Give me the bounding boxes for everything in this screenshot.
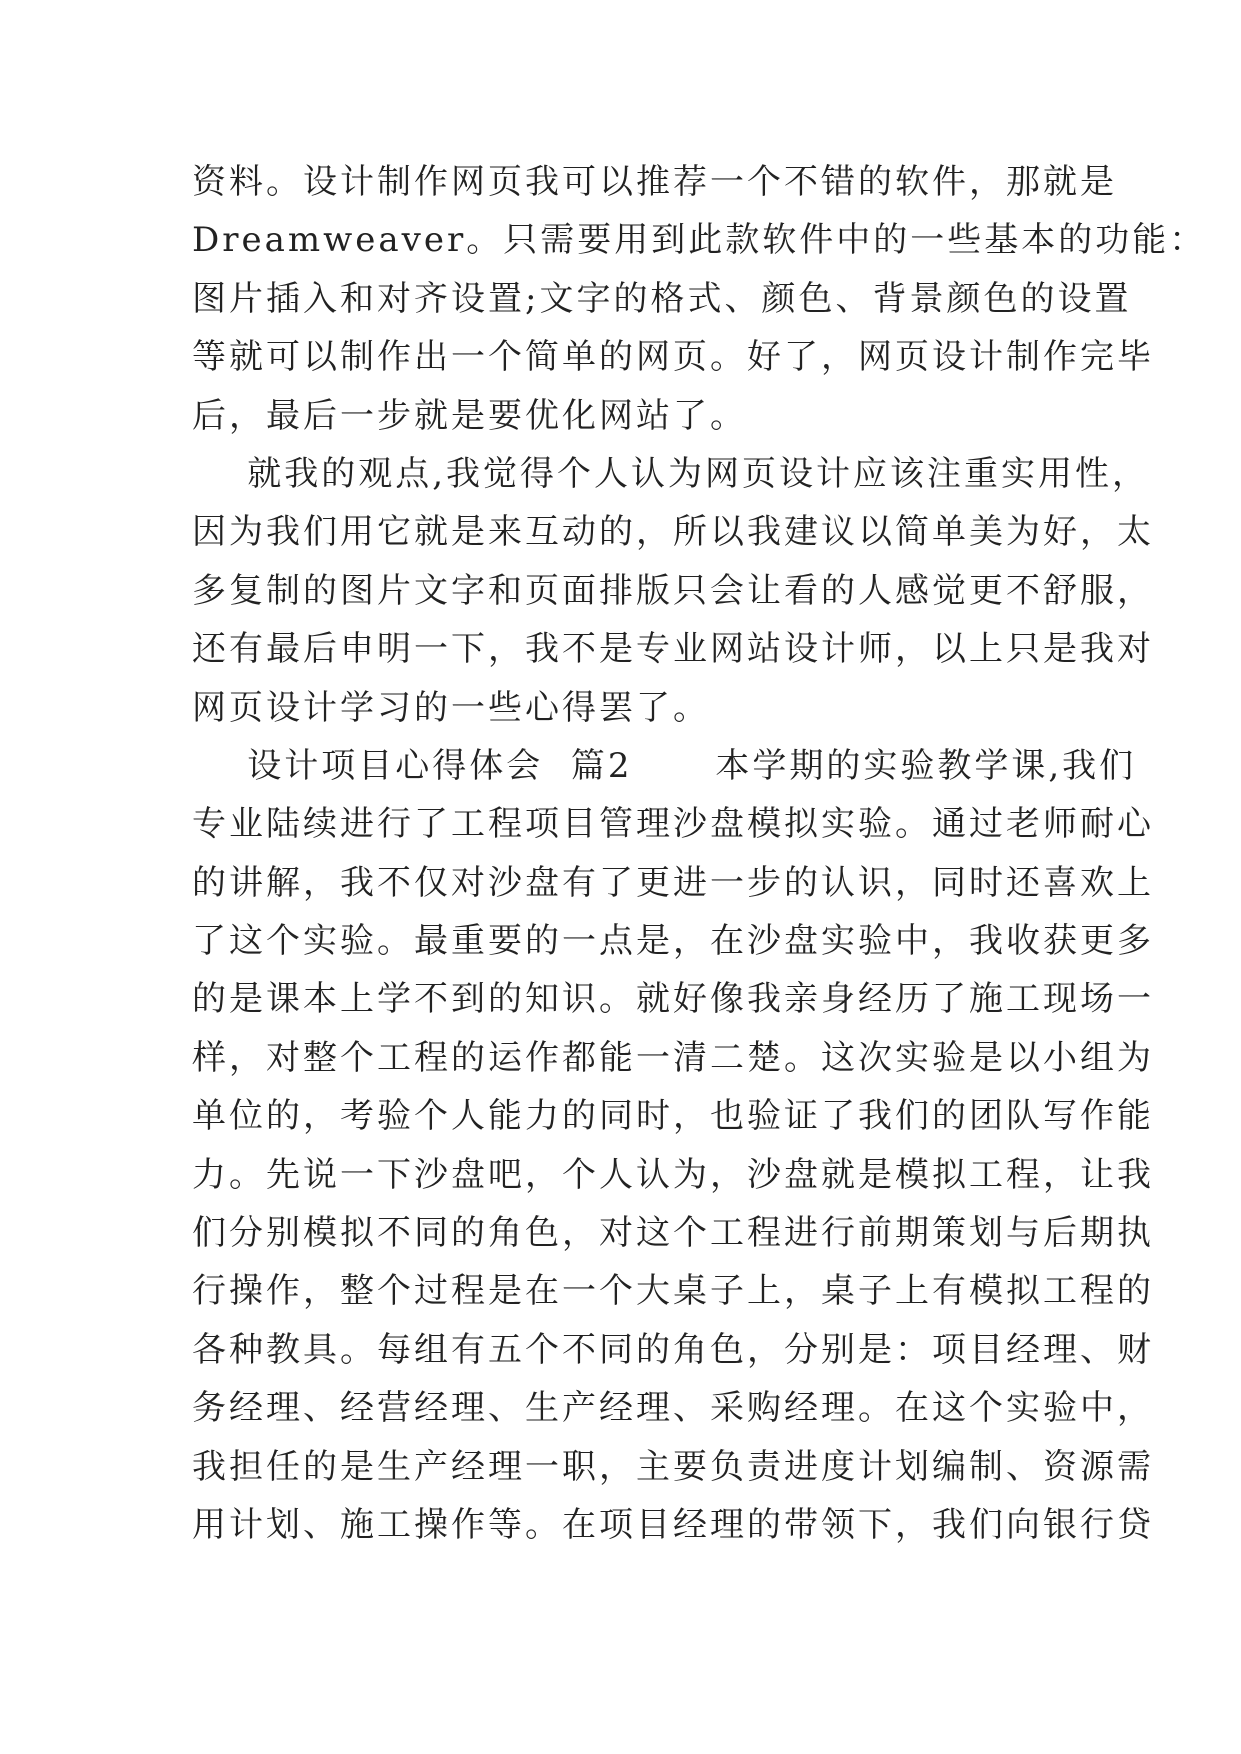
text-line: 等就可以制作出一个简单的网页。好了，网页设计制作完毕	[192, 337, 1154, 378]
text-line: 就我的观点,我觉得个人认为网页设计应该注重实用性，	[192, 453, 1150, 494]
text-line: 多复制的图片文字和页面排版只会让看的人感觉更不舒服，	[192, 570, 1154, 611]
text-line: 的是课本上学不到的知识。就好像我亲身经历了施工现场一	[192, 979, 1154, 1020]
text-line: 用计划、施工操作等。在项目经理的带领下，我们向银行贷	[192, 1504, 1154, 1545]
text-line: 的讲解，我不仅对沙盘有了更进一步的认识，同时还喜欢上	[192, 862, 1154, 903]
text-line: 了这个实验。最重要的一点是，在沙盘实验中，我收获更多	[192, 921, 1154, 962]
text-line: 务经理、经营经理、生产经理、采购经理。在这个实验中，	[192, 1388, 1154, 1429]
text-line: 图片插入和对齐设置;文字的格式、颜色、背景颜色的设置	[192, 278, 1132, 319]
text-line: 专业陆续进行了工程项目管理沙盘模拟实验。通过老师耐心	[192, 804, 1154, 845]
text-line: 各种教具。每组有五个不同的角色，分别是：项目经理、财	[192, 1329, 1154, 1370]
text-line: Dreamweaver。只需要用到此款软件中的一些基本的功能：	[192, 220, 1207, 261]
text-line: 样，对整个工程的运作都能一清二楚。这次实验是以小组为	[192, 1037, 1154, 1078]
text-line: 单位的，考验个人能力的同时，也验证了我们的团队写作能	[192, 1096, 1154, 1137]
text-line: 力。先说一下沙盘吧，个人认为，沙盘就是模拟工程，让我	[192, 1154, 1154, 1195]
text-line: 后，最后一步就是要优化网站了。	[192, 395, 747, 436]
text-line: 们分别模拟不同的角色，对这个工程进行前期策划与后期执	[192, 1213, 1154, 1254]
text-line: 因为我们用它就是来互动的，所以我建议以简单美为好，太	[192, 512, 1154, 553]
body-text	[192, 153, 1207, 1554]
section-heading-line: 设计项目心得体会 篇2 本学期的实验教学课,我们	[192, 745, 1137, 786]
text-line: 网页设计学习的一些心得罢了。	[192, 687, 710, 728]
text-line: 我担任的是生产经理一职，主要负责进度计划编制、资源需	[192, 1446, 1154, 1487]
text-line: 资料。设计制作网页我可以推荐一个不错的软件，那就是	[192, 162, 1117, 202]
text-line: 行操作，整个过程是在一个大桌子上，桌子上有模拟工程的	[192, 1271, 1154, 1312]
text-line: 还有最后申明一下，我不是专业网站设计师，以上只是我对	[192, 629, 1154, 670]
